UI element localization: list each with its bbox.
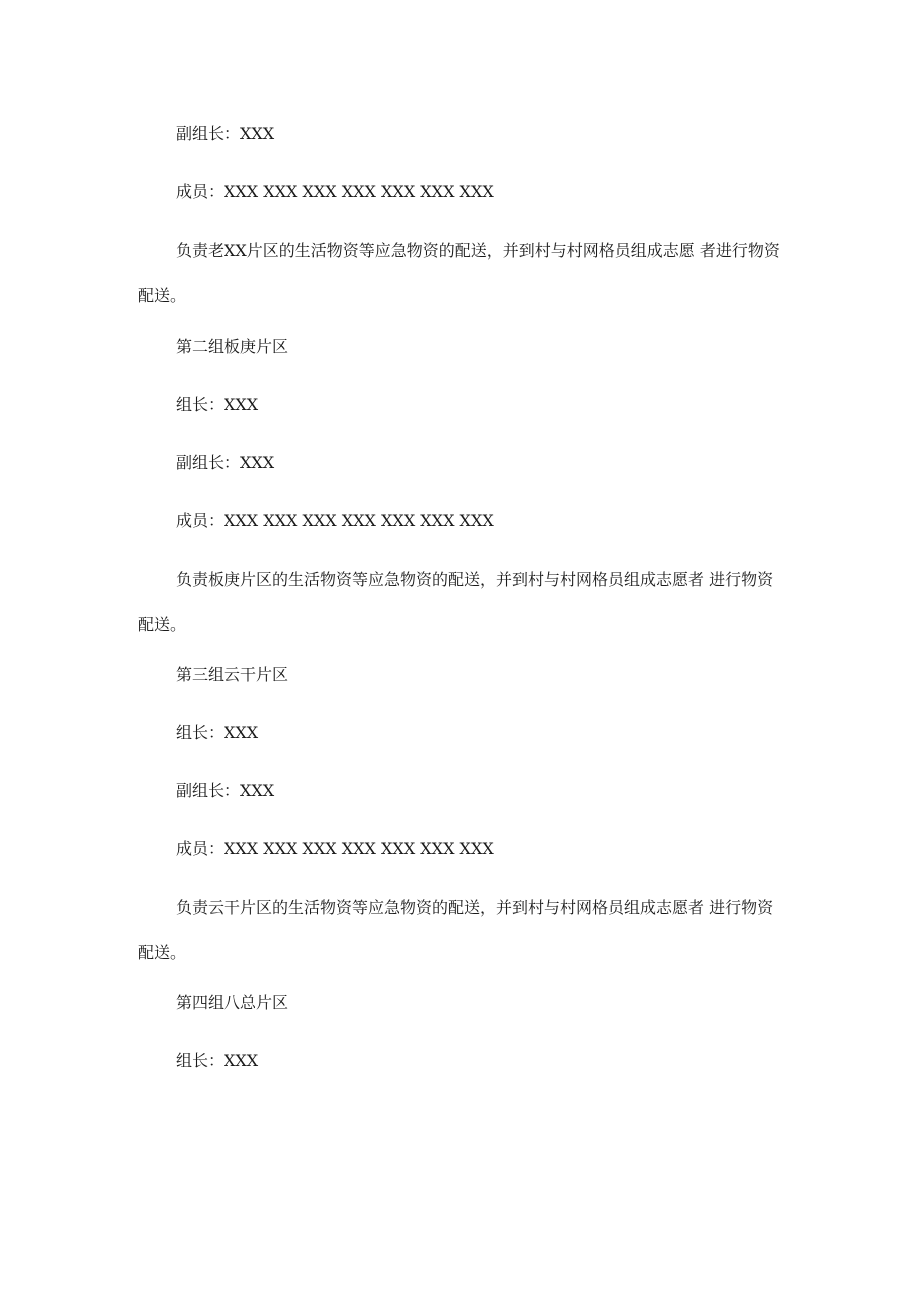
vice-leader-line: 副组长：XXX: [176, 453, 275, 472]
duty-paragraph: 负责云干片区的生活物资等应急物资的配送，并到村与村网格员组成志愿者 进行物资配送。: [138, 898, 774, 962]
leader-line: 组长：XXX: [176, 723, 259, 742]
leader-line: 组长：XXX: [176, 1051, 259, 1070]
vice-leader-line: 副组长：XXX: [176, 781, 275, 800]
members-line: 成员：XXX XXX XXX XXX XXX XXX XXX: [176, 182, 494, 201]
duty-paragraph: 负责老XX片区的生活物资等应急物资的配送，并到村与村网格员组成志愿 者进行物资配送。: [138, 241, 780, 305]
leader-line: 组长：XXX: [176, 395, 259, 414]
duty-paragraph: 负责板庚片区的生活物资等应急物资的配送，并到村与村网格员组成志愿者 进行物资配送。: [138, 570, 774, 634]
members-line: 成员：XXX XXX XXX XXX XXX XXX XXX: [176, 839, 494, 858]
vice-leader-line: 副组长：XXX: [176, 124, 275, 143]
group-heading: 第三组云干片区: [176, 665, 289, 684]
group-heading: 第二组板庚片区: [176, 337, 289, 356]
group-heading: 第四组八总片区: [176, 993, 289, 1012]
members-line: 成员：XXX XXX XXX XXX XXX XXX XXX: [176, 511, 494, 530]
